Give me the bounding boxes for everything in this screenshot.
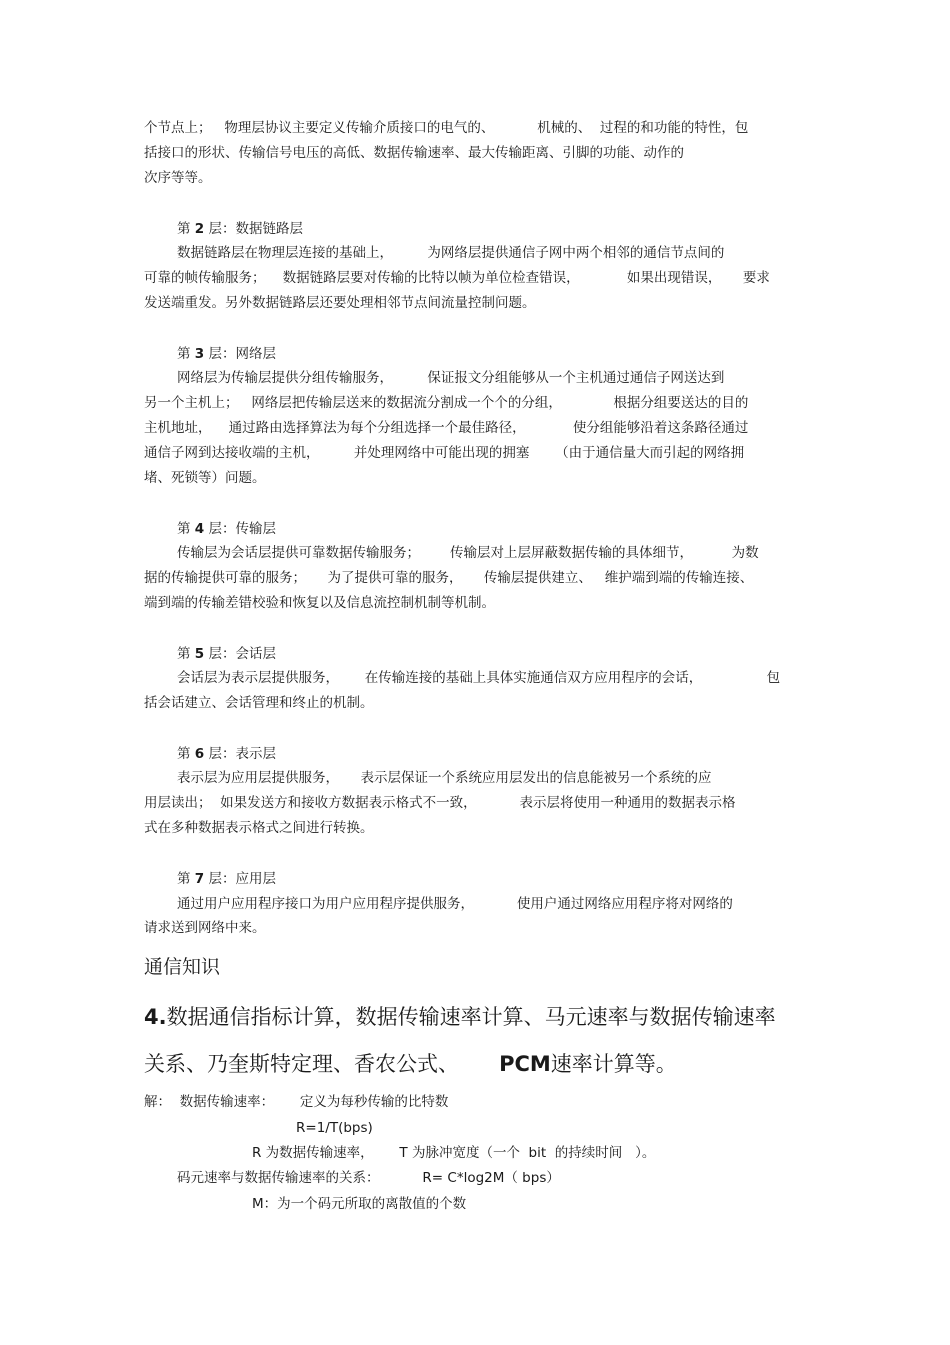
layer4-line2: 据的传输提供可靠的服务； 为了提供可靠的服务， 传输层提供建立、 维护端到端的传输连接、 (144, 570, 754, 586)
layer2-heading: 第 2 层：数据链路层 (177, 221, 303, 237)
layer5-line1: 会话层为表示层提供服务， 在传输连接的基础上具体实施通信双方应用程序的会话， 包 (177, 670, 781, 686)
layer2-line1: 数据链路层在物理层连接的基础上， 为网络层提供通信子网中两个相邻的通信节点间的 (177, 245, 725, 261)
layer7-line2: 请求送到网络中来。 (144, 920, 266, 936)
section-title: 通信知识 (144, 956, 221, 978)
layer6-heading: 第 6 层：表示层 (177, 746, 276, 762)
layer4-line3: 端到端的传输差错校验和恢复以及信息流控制机制等机制。 (144, 595, 495, 611)
answer-formula: R=1/T(bps) (296, 1120, 373, 1136)
layer3-heading: 第 3 层：网络层 (177, 346, 276, 362)
layer7-line1: 通过用户应用程序接口为用户应用程序提供服务， 使用户通过网络应用程序将对网络的 (177, 896, 733, 912)
layer4-line1: 传输层为会话层提供可靠数据传输服务； 传输层对上层屏蔽数据传输的具体细节， 为数 (177, 545, 759, 561)
layer3-line1: 网络层为传输层提供分组传输服务， 保证报文分组能够从一个主机通过通信子网送达到 (177, 370, 725, 386)
answer-line1: 解： 数据传输速率： 定义为每秒传输的比特数 (144, 1094, 449, 1110)
layer6-line1: 表示层为应用层提供服务， 表示层保证一个系统应用层发出的信息能被另一个系统的应 (177, 770, 712, 786)
layer6-line2: 用层读出； 如果发送方和接收方数据表示格式不一致， 表示层将使用一种通用的数据表示格 (144, 795, 736, 811)
layer2-line3: 发送端重发。另外数据链路层还要处理相邻节点间流量控制问题。 (144, 295, 536, 311)
layer6-line3: 式在多种数据表示格式之间进行转换。 (144, 820, 374, 836)
layer4-heading: 第 4 层：传输层 (177, 521, 276, 537)
answer-line4: 码元速率与数据传输速率的关系： R= C*log2M（ bps） (177, 1170, 560, 1186)
question4-line2: 关系、乃奎斯特定理、香农公式、 PCM速率计算等。 (144, 1052, 677, 1076)
layer3-line4: 通信子网到达接收端的主机， 并处理网络中可能出现的拥塞 （由于通信量大而引起的网络拥 (144, 445, 745, 461)
question4-line1: 4.数据通信指标计算，数据传输速率计算、马元速率与数据传输速率 (144, 1005, 776, 1029)
answer-line3: R 为数据传输速率， T 为脉冲宽度（一个 bit 的持续时间 ）。 (252, 1145, 656, 1161)
layer7-heading: 第 7 层：应用层 (177, 871, 276, 887)
layer5-heading: 第 5 层：会话层 (177, 646, 276, 662)
answer-line5: M：为一个码元所取的离散值的个数 (252, 1196, 467, 1212)
physical-paragraph-line2: 括接口的形状、传输信号电压的高低、数据传输速率、最大传输距离、引脚的功能、动作的 (144, 145, 684, 161)
layer3-line2: 另一个主机上； 网络层把传输层送来的数据流分割成一个个的分组， 根据分组要送达的目的 (144, 395, 749, 411)
layer3-line3: 主机地址， 通过路由选择算法为每个分组选择一个最佳路径， 使分组能够沿着这条路径通过 (144, 420, 749, 436)
physical-paragraph-line1: 个节点上； 物理层协议主要定义传输介质接口的电气的、 机械的、 过程的和功能的特性，包 (144, 120, 749, 136)
physical-paragraph-line3: 次序等等。 (144, 170, 212, 186)
layer3-line5: 堵、死锁等）问题。 (144, 470, 266, 486)
layer5-line2: 括会话建立、会话管理和终止的机制。 (144, 695, 374, 711)
layer2-line2: 可靠的帧传输服务； 数据链路层要对传输的比特以帧为单位检查错误， 如果出现错误， 要求 (144, 270, 770, 286)
